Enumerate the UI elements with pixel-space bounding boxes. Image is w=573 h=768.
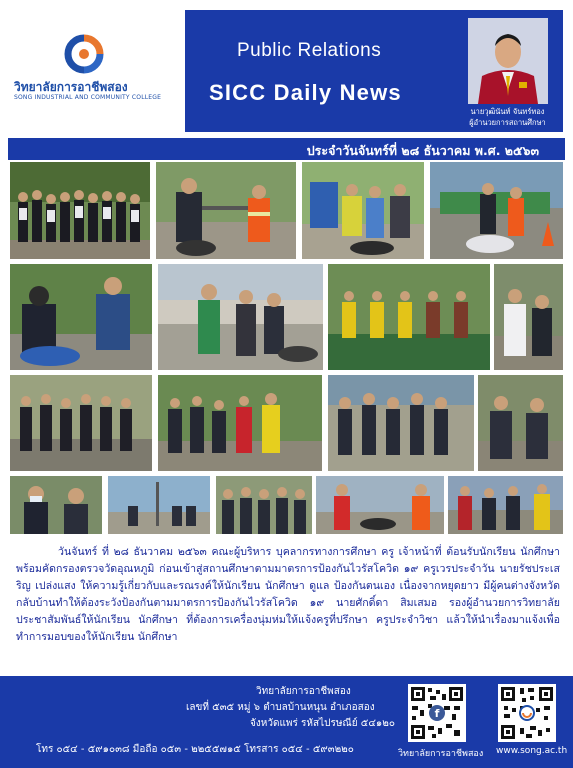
- college-name-en: SONG INDUSTRIAL AND COMMUNITY COLLEGE: [14, 94, 162, 101]
- photo-gate-guards: [316, 476, 444, 534]
- photo-students-line: [216, 476, 312, 534]
- photo-collage: [8, 160, 565, 538]
- director-name: นายวุฒินันท์ จันทร์ทอง: [470, 107, 545, 116]
- date-line: ประจำวันจันทร์ที่ ๒๘ ธันวาคม พ.ศ. ๒๕๖๓: [306, 143, 539, 158]
- article-body: [12, 538, 564, 675]
- director-title: ผู้อำนวยการสถานศึกษา: [469, 118, 546, 127]
- photo-teachers-pair: [478, 375, 563, 471]
- article-paragraph: วันจันทร์ ที่ ๒๘ ธันวาคม ๒๕๖๓ คณะผู้บริหาร บุคลากรทางการศึกษา ครู เจ้าหน้าที่ ต้อนรับนักเรียน นักศึกษา พร้อมคัดกรองตรวจวัดอุณหภูมิ ก่อนเข้าสู่สถานศึกษาตามมาตรการป้องกันไวรัสโควิด ๑๙ ครูเวรประจำวัน นายรัชประเสริญ เปล่งแสง ให้ความรู้เกี่ยวกับและรณรงค์ให้นักเรียน นักศึกษา ดูแล ป้องกันตนเอง เนื่องจากหยุดยาว มีผู้คนต่างจังหวัดกลับบ้านทำให้ต้องระวังป้องกันตามมาตรการป้องกันไวรัสโควิด ๑๙ นายศักดิ์ดา สิมเสมอ รองผู้อำนวยการวิทยาลัย ประชาสัมพันธ์ให้นักเรียน นักศึกษา ที่ต้องการเครื่องนุ่มห่มให้แจ้งครูที่ปรึกษา ครูประจำวิชา แล้วให้นำเรื่องมาแจ้งเพื่อทำการมอบของให้นักเรียน นักศึกษา: [16, 546, 560, 643]
- college-logo: [14, 34, 174, 104]
- footer-college-name: วิทยาลัยการอาชีพสอง: [256, 686, 351, 697]
- photo-morning-group: [448, 476, 563, 534]
- director-photo: [468, 18, 548, 104]
- photo-student-helmet: [10, 264, 152, 370]
- footer-address-line-1: เลขที่ ๕๓๕ หมู่ ๖ ตำบลบ้านหนุน อำเภอสอง: [186, 702, 375, 713]
- photo-flag-pole: [108, 476, 210, 534]
- photo-teacher-portrait: [494, 264, 563, 370]
- qr-label-college: วิทยาลัยการอาชีพสอง: [398, 749, 484, 759]
- photo-teacher-speaking: [158, 264, 323, 370]
- photo-queue-yellow-shirt: [158, 375, 322, 471]
- date-bar: [8, 138, 565, 160]
- photo-staff-lineup: [328, 264, 490, 370]
- photo-students-walking: [10, 375, 152, 471]
- qr-label-website[interactable]: www.song.ac.th: [496, 746, 568, 756]
- facebook-qr-code[interactable]: [408, 684, 466, 742]
- header: [0, 0, 573, 138]
- photo-students-masks: [10, 476, 102, 534]
- college-name-th: วิทยาลัยการอาชีพสอง: [14, 80, 128, 94]
- title-daily-news: SICC Daily News: [209, 80, 402, 105]
- title-public-relations: Public Relations: [237, 40, 382, 61]
- photo-temperature-check: [156, 162, 296, 259]
- college-logo-icon: [58, 34, 110, 74]
- website-qr-code[interactable]: [498, 684, 556, 742]
- footer-address-line-2: จังหวัดแพร่ รหัสไปรษณีย์ ๕๔๑๒๐: [250, 718, 395, 729]
- svg-text:f: f: [434, 707, 440, 720]
- footer: [0, 676, 573, 768]
- photo-students-group: [10, 162, 150, 259]
- title-panel: [185, 10, 563, 132]
- photo-screening-point: [302, 162, 424, 259]
- photo-students-queue: [328, 375, 474, 471]
- photo-gate-motorbike: [430, 162, 563, 259]
- footer-contacts: โทร ๐๕๔ - ๕๙๑๐๓๘ มือถือ ๐๕๓ - ๒๒๕๕๗๑๕ โทรสาร ๐๕๔ - ๕๙๓๒๒๐: [36, 744, 354, 755]
